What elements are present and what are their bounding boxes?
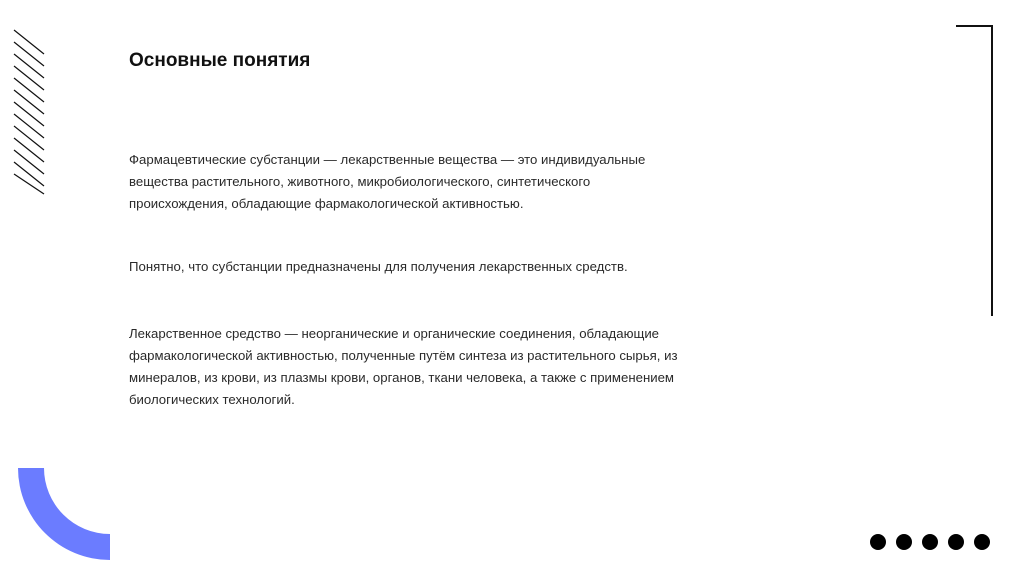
paragraph-pharma-substances: Фармацевтические субстанции — лекарственные вещества — это индивидуальные вещества растительного, животного, микробиологического, синтетического происхождения, обладающие фармакологической активностью. [129, 152, 646, 211]
dot-4 [948, 534, 964, 550]
slide-title: Основные понятия [129, 50, 311, 71]
dot-3 [922, 534, 938, 550]
dot-1 [870, 534, 886, 550]
paragraph-substances-purpose: Понятно, что субстанции предназначены для получения лекарственных средств. [129, 259, 628, 274]
pagination-dots [870, 534, 990, 550]
blue-arc-decoration [12, 464, 114, 562]
corner-bracket-decoration [950, 22, 1000, 322]
diagonal-hatch-decoration [12, 24, 46, 196]
dot-5 [974, 534, 990, 550]
dot-2 [896, 534, 912, 550]
paragraph-medicinal-product: Лекарственное средство — неорганические и органические соединения, обладающие фармакологической активностью, полученные путём синтеза из растительного сырья, из минералов, из крови, из плазмы крови, органов, ткани человека, а также с применением биологических технологий. [129, 326, 678, 407]
